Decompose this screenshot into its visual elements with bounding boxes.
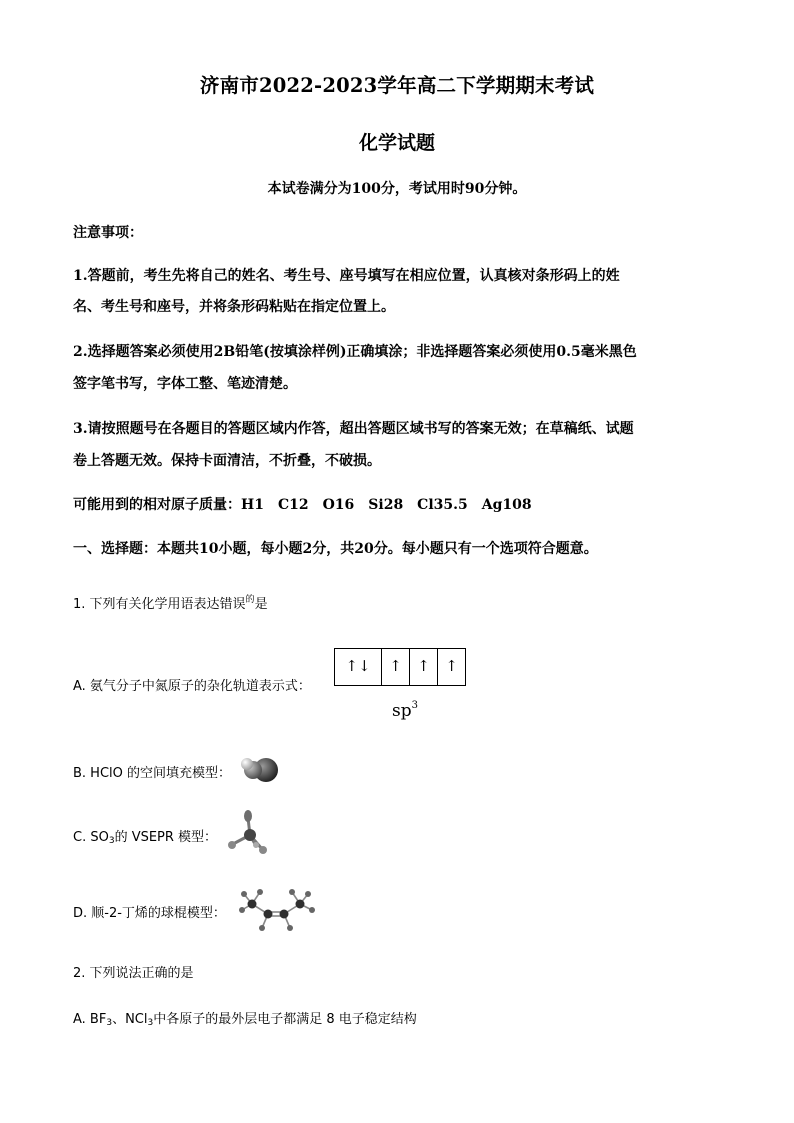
q1-option-a: A. 氨气分子中氮原子的杂化轨道表示式： — [73, 679, 311, 694]
q1-stem-before: 1. 下列有关化学用语表达错误 — [73, 597, 246, 612]
q2-a-part-2: 、NCl — [112, 1012, 148, 1027]
notice-item-2-line-1: 2.选择题答案必须使用2B铅笔(按填涂样例)正确填涂；非选择题答案必须使用0.5毫米黑色 — [73, 344, 637, 360]
q1-option-b: B. HClO 的空间填充模型： — [73, 766, 232, 781]
q2-option-a — [73, 1008, 417, 1028]
hclo-space-filling-model — [238, 754, 280, 786]
q2-stem: 2. 下列说法正确的是 — [73, 966, 194, 981]
q2-a-sub-2: 3 — [147, 1018, 154, 1028]
notice-item-3-line-2: 卷上答题无效。保持卡面清洁，不折叠，不破损。 — [73, 453, 381, 469]
notice-heading: 注意事项： — [73, 225, 143, 241]
notice-item-2-line-2: 签字笔书写，字体工整、笔迹清楚。 — [73, 376, 297, 392]
orbital-caption — [392, 700, 418, 721]
notice-item-1-line-1: 1.答题前，考生先将自己的姓名、考生号、座号填写在相应位置，认真核对条形码上的姓 — [73, 268, 620, 284]
q2-a-sub-1: 3 — [106, 1018, 113, 1028]
q1-option-d: D. 顺-2-丁烯的球棍模型： — [73, 906, 226, 921]
exam-info: 本试卷满分为100分，考试用时90分钟。 — [267, 181, 527, 197]
notice-item-1-line-2: 名、考生号和座号，并将条形码粘贴在指定位置上。 — [73, 299, 395, 315]
q2-a-part-3: 中各原子的最外层电子都满足 8 电子稳定结构 — [153, 1012, 417, 1027]
orbital-cell-2: ↑ — [381, 649, 409, 685]
q1-stem-after: 是 — [254, 597, 268, 612]
q1-c-suffix: 的 VSEPR 模型： — [114, 830, 218, 845]
orbital-cell-3: ↑ — [409, 649, 437, 685]
atomic-masses: 可能用到的相对原子质量：H1 C12 O16 Si28 Cl35.5 Ag108 — [73, 497, 532, 513]
so3-vsepr-model — [222, 808, 274, 860]
q2-a-part-1: A. BF — [73, 1012, 107, 1027]
orbital-caption-sup: 3 — [411, 700, 418, 711]
q1-stem — [73, 592, 268, 612]
notice-item-3-line-1: 3.请按照题号在各题目的答题区域内作答，超出答题区域书写的答案无效；在草稿纸、试题 — [73, 421, 634, 437]
q1-c-sub: 3 — [108, 836, 115, 846]
subject-title: 化学试题 — [358, 132, 435, 154]
exam-title: 济南市2022-2023学年高二下学期期末考试 — [199, 74, 595, 97]
orbital-cell-4: ↑ — [437, 649, 465, 685]
section-1-heading: 一、选择题：本题共10小题，每小题2分，共20分。每小题只有一个选项符合题意。 — [73, 541, 598, 557]
q1-option-c — [73, 826, 217, 846]
q1-c-prefix: C. SO — [73, 830, 109, 845]
orbital-caption-base: sp — [392, 701, 412, 721]
q1-stem-small: 的 — [245, 595, 255, 605]
orbital-cell-1: ↑↓ — [345, 657, 371, 675]
cis-2-butene-ball-stick-model — [236, 886, 316, 936]
hybrid-orbital-diagram — [334, 648, 466, 686]
